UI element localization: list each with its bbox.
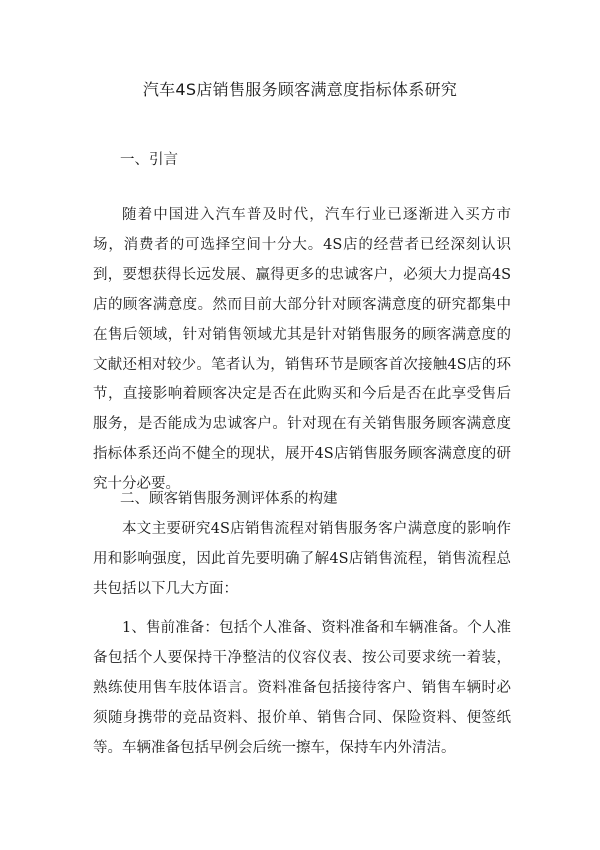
section-heading-introduction: 一、引言 <box>120 152 178 168</box>
section-heading-evaluation-system: 二、顾客销售服务测评体系的构建 <box>120 491 338 507</box>
document-title: 汽车4S店销售服务顾客满意度指标体系研究 <box>142 80 458 99</box>
paragraph-sales-process: 本文主要研究4S店销售流程对销售服务客户满意度的影响作用和影响强度，因此首先要明确了解4S店销售流程，销售流程总共包括以下几大方面： <box>93 521 511 597</box>
paragraph-introduction: 随着中国进入汽车普及时代，汽车行业已逐渐进入买方市场，消费者的可选择空间十分大。4S店的经营者已经深刻认识到，要想获得长远发展、赢得更多的忠诚客户，必须大力提高4S店的顾客满意度。然而目前大部分针对顾客满意度的研究都集中在售后领域，针对销售领域尤其是针对销售服务的顾客满意度的文献还相对较少。笔者认为，销售环节是顾客首次接触4S店的环节，直接影响着顾客决定是否在此购买和今后是否在此享受售后服务，是否能成为忠诚客户。针对现在有关销售服务顾客满意度指标体系还尚不健全的现状，展开4S店销售服务顾客满意度的研究十分必要。 <box>93 207 511 493</box>
paragraph-pre-sale-preparation: 1、售前准备：包括个人准备、资料准备和车辆准备。个人准备包括个人要保持干净整洁的仪容仪表、按公司要求统一着装，熟练使用售车肢体语言。资料准备包括接待客户、销售车辆时必须随身携带的竞品资料、报价单、销售合同、保险资料、便签纸等。车辆准备包括早例会后统一擦车，保持车内外清洁。 <box>93 620 511 756</box>
